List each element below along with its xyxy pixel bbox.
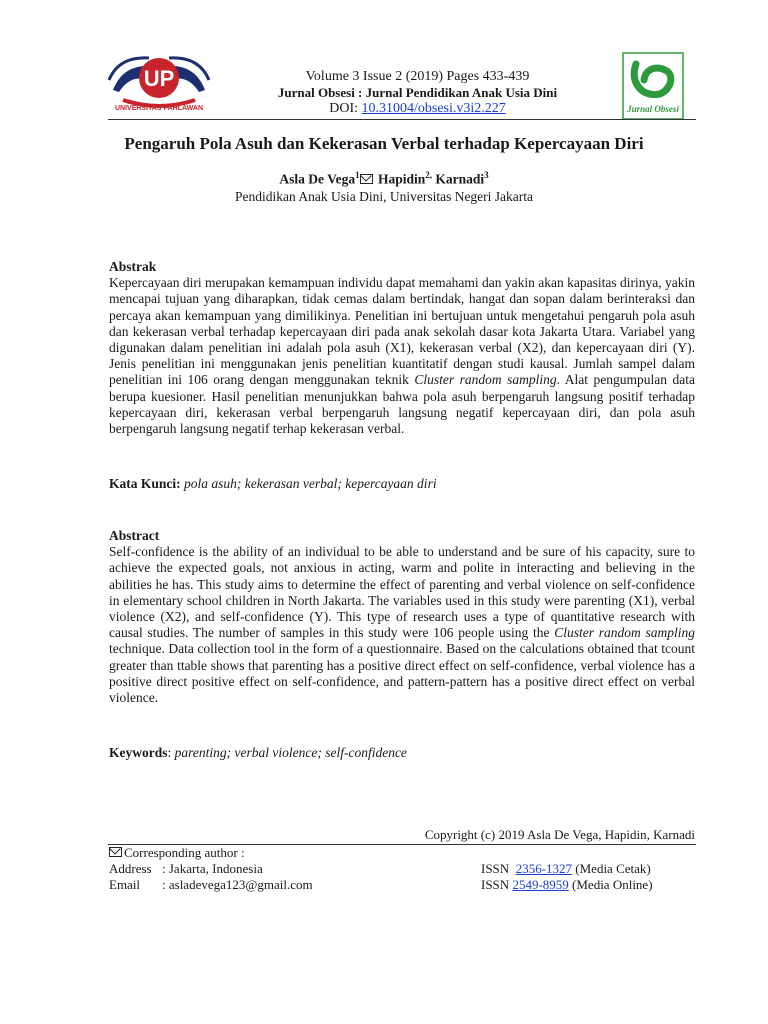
- keywords-value: parenting; verbal violence; self-confidence: [174, 745, 407, 760]
- issn-online-row: [481, 877, 653, 893]
- keywords: [109, 745, 695, 761]
- keywords-label: Keywords: [109, 745, 168, 760]
- svg-text:UNIVERSITAS PAHLAWAN: UNIVERSITAS PAHLAWAN: [114, 105, 204, 112]
- issn-online-label: ISSN: [481, 877, 510, 892]
- affiliation: Pendidikan Anak Usia Dini, Universitas Negeri Jakarta: [234, 189, 534, 204]
- journal-name: Jurnal Obsesi : Jurnal Pendidikan Anak Usia Dini: [277, 85, 558, 100]
- author-line: [60, 170, 708, 188]
- abstract-heading: Abstract: [109, 528, 160, 543]
- copyright: Copyright (c) 2019 Asla De Vega, Hapidin, Karnadi: [424, 827, 695, 842]
- email-envelope-icon: [360, 174, 373, 184]
- author-2-sup: 2,: [425, 170, 433, 180]
- university-logo: [103, 50, 215, 120]
- author-3-sup: 3: [484, 170, 489, 180]
- abstract-section: [109, 528, 695, 706]
- kata-kunci-value: pola asuh; kekerasan verbal; kepercayaan diri: [184, 476, 437, 491]
- abstrak-text-2: . Alat pengumpulan data berupa kuesioner. Hasil penelitian menunjukkan bahwa pola asuh berpengaruh langsung positif terhadap kepercayaan diri, kekerasan verbal berpengaruh langsung negatif kepercayaan diri, dan pola asuh berpengaruh langsung negatif terhap kekerasan verbal.: [109, 372, 696, 437]
- doi-line: [215, 100, 620, 117]
- issn-print-type: (Media Cetak): [575, 861, 651, 876]
- email-label: Email: [109, 877, 141, 892]
- keywords-colon: :: [167, 745, 172, 760]
- journal-logo: [622, 52, 684, 120]
- author-3: Karnadi: [435, 171, 485, 187]
- doi-link[interactable]: 10.31004/obsesi.v3i2.227: [361, 101, 506, 116]
- envelope-icon: [109, 847, 122, 857]
- issn-print-label: ISSN: [481, 861, 510, 876]
- abstrak-heading: Abstrak: [109, 259, 157, 274]
- abstrak-text-italic: Cluster random sampling: [414, 372, 557, 388]
- email-row: [109, 877, 313, 893]
- address-row: [109, 861, 263, 877]
- header-divider: [108, 119, 696, 120]
- issn-print-row: [481, 861, 651, 877]
- author-2: Hapidin: [377, 171, 426, 187]
- abstrak-text-1: Kepercayaan diri merupakan kemampuan individu dapat memahami dan yakin akan kapasitas dirinya, yakin mencapai tujuan yang diharapkan, tidak cemas dalam bertindak, hangat dan sopan dalam berinteraksi dan percaya akan kemampuan yang dimilikinya. Penelitian ini bertujuan untuk mengetahui pengaruh pola asuh dan kekerasan verbal terhadap kepercayaan diri pada anak sekolah dasar kota Jakarta Utara. Variabel yang digunakan dalam penelitian ini adalah pola asuh (X1), kekerasan verbal (X2), dan kepercayaan diri (Y). Jenis penelitian ini menggunakan jenis penelitian kuantitatif dengan studi kausal. Jumlah sampel dalam penelitian ini 106 orang dengan menggunakan teknik: [109, 275, 695, 388]
- volume-info: Volume 3 Issue 2 (2019) Pages 433-439: [305, 69, 530, 84]
- svg-text:UP: UP: [143, 66, 175, 91]
- abstract-text-1: Self-confidence is the ability of an individual to be able to understand and be sure of his capacity, sure to achieve the expected goals, not anxious in acting, warm and polite in interacting and believing in the abilities he has. This study aims to determine the effect of parenting and verbal violence on self-confidence in elementary school children in North Jakarta. The variables used in this study were parenting (X1), verbal violence (X2), and self-confidence (Y). This type of research uses a type of quantitative research with causal studies. The number of samples in this study were 106 people using the: [109, 544, 695, 641]
- issn-online-link[interactable]: 2549-8959: [512, 877, 569, 892]
- abstract-text-2: technique. Data collection tool in the form of a questionnaire. Based on the calculations obtained that tcount greater than ttable shows that parenting has a positive direct effect on self-confidence, verbal violence has a positive direct positive effect on self-confidence, and pattern-pattern has a positive direct effect on verbal violence.: [109, 641, 695, 706]
- address-value: : Jakarta, Indonesia: [162, 861, 263, 876]
- kata-kunci: [109, 476, 695, 492]
- journal-header: [215, 68, 620, 117]
- corresponding-label: Corresponding author :: [124, 845, 245, 860]
- doi-label: DOI:: [329, 101, 358, 116]
- kata-kunci-label: Kata Kunci:: [109, 476, 181, 491]
- author-1: Asla De Vega: [279, 171, 356, 187]
- address-label: Address: [109, 861, 152, 876]
- abstrak-section: [109, 259, 695, 437]
- svg-text:Jurnal Obsesi: Jurnal Obsesi: [627, 104, 679, 114]
- corresponding-author: [109, 845, 245, 861]
- abstract-text-italic: Cluster random sampling: [554, 625, 695, 641]
- author-1-sup: 1: [355, 170, 360, 180]
- email-value: : asladevega123@gmail.com: [162, 877, 313, 892]
- abstract-body: [109, 544, 695, 706]
- abstrak-body: [109, 275, 695, 437]
- paper-title: Pengaruh Pola Asuh dan Kekerasan Verbal terhadap Kepercayaan Diri: [124, 134, 644, 153]
- issn-online-type: (Media Online): [572, 877, 653, 892]
- issn-print-link[interactable]: 2356-1327: [515, 861, 573, 876]
